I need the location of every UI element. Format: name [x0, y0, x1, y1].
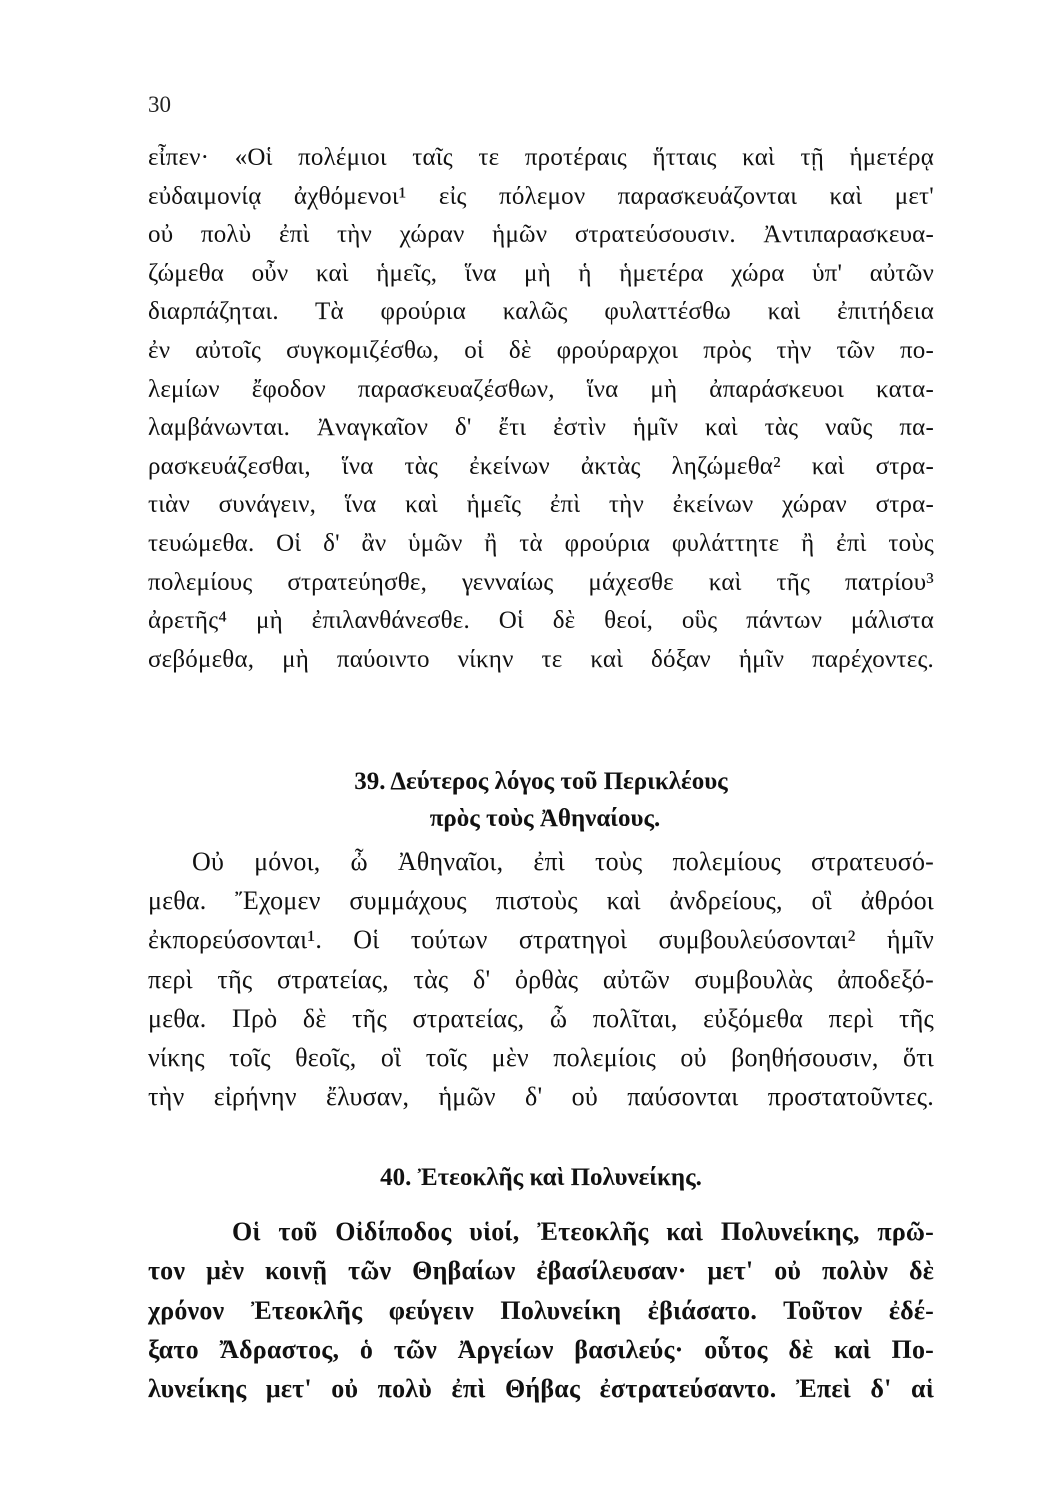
text-line: λεμίων ἔφοδον παρασκευαζέσθων, ἵνα μὴ ἀπαράσκευοι κατα- [148, 375, 934, 403]
text-line: εἶπεν· «Οἱ πολέμιοι ταῖς τε προτέραις ἥτταις καὶ τῇ ἡμετέρᾳ [148, 144, 934, 171]
text-line: σεβόμεθα, μὴ παύοιντο νίκην τε καὶ δόξαν ἡμῖν παρέχοντες. [148, 645, 934, 673]
text-line: νίκης τοῖς θεοῖς, οἳ τοῖς μὲν πολεμίοις οὐ βοηθήσουσιν, ὅτι [148, 1042, 934, 1072]
text-line: τιὰν συνάγειν, ἵνα καὶ ἡμεῖς ἐπὶ τὴν ἐκείνων χώραν στρα- [148, 491, 934, 519]
section-39-heading-line1: 39. Δεύτερος λόγος τοῦ Περικλέους [354, 768, 728, 795]
text-line: Οἱ τοῦ Οἰδίποδος υἱοί, Ἐτεοκλῆς καὶ Πολυνείκης, πρῶ- [232, 1217, 934, 1246]
text-line: μεθα. Ἔχομεν συμμάχους πιστοὺς καὶ ἀνδρείους, οἳ ἀθρόοι [148, 886, 934, 916]
text-line: πολεμίους στρατεύησθε, γενναίως μάχεσθε καὶ τῆς πατρίου³ [148, 568, 934, 596]
text-line: ξατο Ἄδραστος, ὁ τῶν Ἀργείων βασιλεύς· οὗτος δὲ καὶ Πο- [148, 1334, 934, 1364]
text-line: διαρπάζηται. Τὰ φρούρια καλῶς φυλαττέσθω καὶ ἐπιτήδεια [148, 298, 934, 326]
text-line: εὐδαιμονίᾳ ἀχθόμενοι¹ εἰς πόλεμον παρασκευάζονται καὶ μετ' [148, 182, 934, 210]
section-40-text [148, 1212, 934, 1408]
section-39-heading-line2: πρὸς τοὺς Ἀθηναίους. [429, 805, 661, 832]
page-number: 30 [148, 92, 171, 117]
text-line: τὴν εἰρήνην ἔλυσαν, ἡμῶν δ' οὐ παύσονται προστατοῦντες. [148, 1082, 934, 1112]
text-line: ἐκπορεύσονται¹. Οἱ τούτων στρατηγοὶ συμβουλεύσονται² ἡμῖν [148, 925, 934, 955]
text-line: τον μὲν κοινῇ τῶν Θηβαίων ἐβασίλευσαν· μετ' οὐ πολὺν δὲ [148, 1256, 934, 1286]
text-line: τευώμεθα. Οἱ δ' ἂν ὑμῶν ἢ τὰ φρούρια φυλάττητε ἢ ἐπὶ τοὺς [148, 529, 934, 557]
text-line: περὶ τῆς στρατείας, τὰς δ' ὀρθὰς αὐτῶν συμβουλὰς ἀποδεξό- [148, 964, 934, 994]
section-40-heading: 40. Ἐτεοκλῆς καὶ Πολυνείκης. [380, 1164, 702, 1191]
text-line: χρόνον Ἐτεοκλῆς φεύγειν Πολυνείκη ἐβιάσατο. Τοῦτον ἐδέ- [148, 1295, 934, 1325]
text-line: ἐν αὐτοῖς συγκομιζέσθω, οἱ δὲ φρούραρχοι πρὸς τὴν τῶν πο- [148, 336, 934, 364]
text-line: ρασκευάζεσθαι, ἵνα τὰς ἐκείνων ἀκτὰς ληζώμεθα² καὶ στρα- [148, 452, 934, 480]
section-38-text [148, 139, 934, 679]
text-line: λαμβάνωνται. Ἀναγκαῖον δ' ἔτι ἐστὶν ἡμῖν καὶ τὰς ναῦς πα- [148, 414, 934, 442]
text-line: μεθα. Πρὸ δὲ τῆς στρατείας, ὦ πολῖται, εὐξόμεθα περὶ τῆς [148, 1003, 934, 1033]
text-line: ἀρετῆς⁴ μὴ ἐπιλανθάνεσθε. Οἱ δὲ θεοί, οὓς πάντων μάλιστα [148, 607, 934, 635]
section-39-text [148, 842, 934, 1116]
text-line: οὐ πολὺ ἐπὶ τὴν χώραν ἡμῶν στρατεύσουσιν. Ἀντιπαρασκευα- [148, 221, 934, 249]
text-line: ζώμεθα οὖν καὶ ἡμεῖς, ἵνα μὴ ἡ ἡμετέρα χώρα ὑπ' αὐτῶν [148, 259, 934, 287]
text-line: λυνείκης μετ' οὐ πολὺ ἐπὶ Θήβας ἐστρατεύσαντο. Ἐπεὶ δ' αἱ [148, 1374, 934, 1404]
text-line: Οὐ μόνοι, ὦ Ἀθηναῖοι, ἐπὶ τοὺς πολεμίους στρατευσό- [192, 847, 934, 876]
